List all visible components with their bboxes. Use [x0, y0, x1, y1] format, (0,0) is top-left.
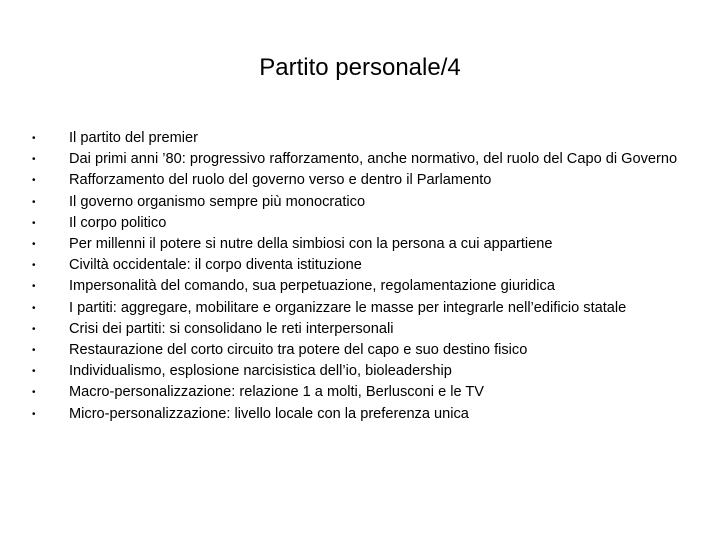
list-item	[30, 149, 690, 170]
bullet-icon: •	[32, 175, 36, 187]
list-item-text: Civiltà occidentale: il corpo diventa istituzione	[69, 257, 362, 274]
list-item-text: Individualismo, esplosione narcisistica dell’io, bioleadership	[69, 363, 452, 380]
list-item	[30, 192, 690, 213]
list-item	[30, 298, 690, 319]
list-item-text: Rafforzamento del ruolo del governo verso e dentro il Parlamento	[69, 172, 492, 189]
list-item-text: Il governo organismo sempre più monocratico	[69, 193, 366, 210]
list-item-text: Per millenni il potere si nutre della simbiosi con la persona a cui appartiene	[69, 236, 553, 253]
list-item	[30, 382, 690, 403]
list-item-text: Il corpo politico	[69, 214, 167, 231]
bullet-icon: •	[32, 323, 36, 335]
bullet-icon: •	[32, 302, 36, 314]
list-item-text: Micro-personalizzazione: livello locale con la preferenza unica	[69, 405, 469, 422]
list-item	[30, 319, 690, 340]
list-item	[30, 276, 690, 297]
list-item	[30, 128, 690, 149]
list-item	[30, 170, 690, 191]
list-item	[30, 361, 690, 382]
slide-title: Partito personale/4	[259, 54, 461, 81]
list-item	[30, 255, 690, 276]
list-item-text: Il partito del premier	[69, 130, 198, 146]
list-item-text: Impersonalità del comando, sua perpetuazione, regolamentazione giuridica	[69, 278, 555, 295]
bullet-icon: •	[32, 366, 36, 378]
list-item-text: Crisi dei partiti: si consolidano le reti interpersonali	[69, 320, 394, 337]
bullet-icon: •	[32, 133, 36, 144]
list-item-text: Restaurazione del corto circuito tra potere del capo e suo destino fisico	[69, 342, 528, 359]
bullet-icon: •	[32, 154, 36, 166]
bullet-icon: •	[32, 239, 36, 251]
bullet-icon: •	[32, 260, 36, 272]
list-item	[30, 340, 690, 361]
list-item-text: Macro-personalizzazione: relazione 1 a molti, Berlusconi e le TV	[69, 384, 485, 401]
bullet-icon: •	[32, 217, 36, 229]
list-item-text: I partiti: aggregare, mobilitare e organizzare le masse per integrarle nell’edificio statale	[69, 299, 627, 316]
list-item	[30, 404, 690, 425]
bullet-icon: •	[32, 196, 36, 208]
list-item	[30, 213, 690, 234]
bullet-icon: •	[32, 281, 36, 293]
bullet-icon: •	[32, 387, 36, 399]
list-item-text: Dai primi anni ’80: progressivo rafforzamento, anche normativo, del ruolo del Capo di Governo	[69, 151, 678, 168]
bullet-icon: •	[32, 345, 36, 357]
bullet-list	[30, 128, 690, 425]
bullet-icon: •	[32, 408, 36, 420]
list-item	[30, 234, 690, 255]
